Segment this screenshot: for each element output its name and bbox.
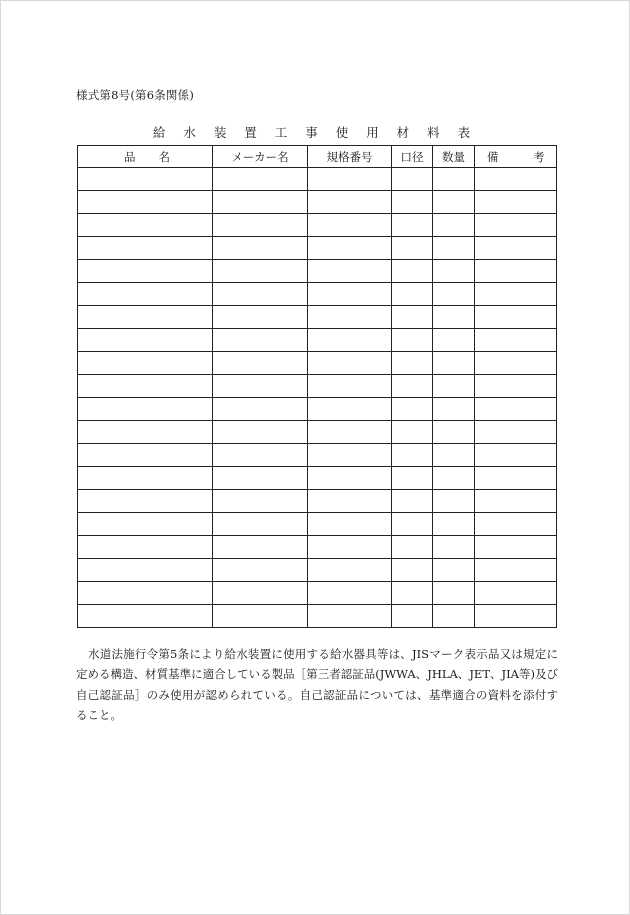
cell-standard-number[interactable]	[308, 237, 392, 260]
table-row	[78, 260, 557, 283]
cell-remarks[interactable]	[475, 490, 557, 513]
cell-diameter[interactable]	[392, 398, 433, 421]
form-number: 様式第8号(第6条関係)	[76, 88, 195, 102]
cell-standard-number[interactable]	[308, 421, 392, 444]
document-title: 給 水 装 置 工 事 使 用 材 料 表	[152, 125, 478, 140]
table-header-row	[78, 146, 557, 168]
cell-maker-name[interactable]	[213, 490, 308, 513]
cell-diameter[interactable]	[392, 421, 433, 444]
cell-item-name[interactable]	[78, 375, 213, 398]
cell-remarks[interactable]	[475, 605, 557, 628]
cell-quantity[interactable]	[433, 536, 475, 559]
cell-item-name[interactable]	[78, 536, 213, 559]
cell-item-name[interactable]	[78, 237, 213, 260]
header-standard-number: 規格番号	[308, 146, 392, 168]
cell-diameter[interactable]	[392, 168, 433, 191]
cell-remarks[interactable]	[475, 513, 557, 536]
table-row	[78, 421, 557, 444]
cell-quantity[interactable]	[433, 191, 475, 214]
cell-standard-number[interactable]	[308, 260, 392, 283]
cell-item-name[interactable]	[78, 168, 213, 191]
cell-maker-name[interactable]	[213, 582, 308, 605]
cell-diameter[interactable]	[392, 490, 433, 513]
cell-maker-name[interactable]	[213, 329, 308, 352]
cell-item-name[interactable]	[78, 444, 213, 467]
table-row	[78, 237, 557, 260]
cell-maker-name[interactable]	[213, 214, 308, 237]
cell-remarks[interactable]	[475, 559, 557, 582]
table-row	[78, 513, 557, 536]
cell-quantity[interactable]	[433, 398, 475, 421]
cell-remarks[interactable]	[475, 352, 557, 375]
header-item-name: 品 名	[78, 146, 213, 168]
table-row	[78, 352, 557, 375]
cell-quantity[interactable]	[433, 605, 475, 628]
table-row	[78, 398, 557, 421]
cell-standard-number[interactable]	[308, 214, 392, 237]
cell-quantity[interactable]	[433, 490, 475, 513]
cell-diameter[interactable]	[392, 191, 433, 214]
cell-remarks[interactable]	[475, 444, 557, 467]
cell-quantity[interactable]	[433, 444, 475, 467]
cell-quantity[interactable]	[433, 168, 475, 191]
cell-item-name[interactable]	[78, 283, 213, 306]
table-row	[78, 168, 557, 191]
table-row	[78, 375, 557, 398]
cell-remarks[interactable]	[475, 398, 557, 421]
cell-quantity[interactable]	[433, 214, 475, 237]
cell-standard-number[interactable]	[308, 467, 392, 490]
cell-maker-name[interactable]	[213, 237, 308, 260]
table-body	[78, 168, 557, 628]
table-row	[78, 329, 557, 352]
cell-quantity[interactable]	[433, 352, 475, 375]
cell-quantity[interactable]	[433, 237, 475, 260]
cell-standard-number[interactable]	[308, 375, 392, 398]
cell-diameter[interactable]	[392, 260, 433, 283]
header-diameter: 口径	[392, 146, 433, 168]
cell-quantity[interactable]	[433, 375, 475, 398]
cell-standard-number[interactable]	[308, 168, 392, 191]
table-row	[78, 467, 557, 490]
cell-quantity[interactable]	[433, 421, 475, 444]
materials-table	[77, 145, 557, 628]
cell-standard-number[interactable]	[308, 444, 392, 467]
cell-remarks[interactable]	[475, 237, 557, 260]
cell-maker-name[interactable]	[213, 513, 308, 536]
cell-diameter[interactable]	[392, 329, 433, 352]
cell-maker-name[interactable]	[213, 467, 308, 490]
note-paragraph: 水道法施行令第5条により給水装置に使用する給水器具等は、JISマーク表示品又は規定に定める構造、材質基準に適合している製品［第三者認証品(JWWA、JHLA、JET、JIA等)及び自己認証品］のみ使用が認められている。自己認証品については、基準適合の資料を添付すること。	[76, 646, 558, 722]
cell-standard-number[interactable]	[308, 559, 392, 582]
cell-standard-number[interactable]	[308, 306, 392, 329]
table-row	[78, 490, 557, 513]
cell-maker-name[interactable]	[213, 260, 308, 283]
cell-item-name[interactable]	[78, 605, 213, 628]
cell-maker-name[interactable]	[213, 421, 308, 444]
cell-quantity[interactable]	[433, 559, 475, 582]
cell-maker-name[interactable]	[213, 605, 308, 628]
cell-item-name[interactable]	[78, 490, 213, 513]
cell-item-name[interactable]	[78, 582, 213, 605]
cell-remarks[interactable]	[475, 329, 557, 352]
cell-item-name[interactable]	[78, 306, 213, 329]
cell-standard-number[interactable]	[308, 329, 392, 352]
cell-diameter[interactable]	[392, 352, 433, 375]
cell-standard-number[interactable]	[308, 191, 392, 214]
cell-maker-name[interactable]	[213, 191, 308, 214]
cell-remarks[interactable]	[475, 536, 557, 559]
cell-quantity[interactable]	[433, 306, 475, 329]
cell-diameter[interactable]	[392, 237, 433, 260]
cell-item-name[interactable]	[78, 214, 213, 237]
cell-item-name[interactable]	[78, 421, 213, 444]
cell-standard-number[interactable]	[308, 490, 392, 513]
cell-item-name[interactable]	[78, 191, 213, 214]
cell-diameter[interactable]	[392, 214, 433, 237]
cell-maker-name[interactable]	[213, 536, 308, 559]
cell-standard-number[interactable]	[308, 283, 392, 306]
cell-item-name[interactable]	[78, 352, 213, 375]
cell-maker-name[interactable]	[213, 352, 308, 375]
cell-diameter[interactable]	[392, 605, 433, 628]
cell-diameter[interactable]	[392, 536, 433, 559]
cell-item-name[interactable]	[78, 260, 213, 283]
cell-item-name[interactable]	[78, 513, 213, 536]
cell-remarks[interactable]	[475, 375, 557, 398]
cell-item-name[interactable]	[78, 329, 213, 352]
cell-diameter[interactable]	[392, 444, 433, 467]
cell-remarks[interactable]	[475, 467, 557, 490]
cell-quantity[interactable]	[433, 582, 475, 605]
cell-diameter[interactable]	[392, 283, 433, 306]
cell-diameter[interactable]	[392, 306, 433, 329]
cell-item-name[interactable]	[78, 467, 213, 490]
cell-maker-name[interactable]	[213, 168, 308, 191]
table-row	[78, 191, 557, 214]
cell-maker-name[interactable]	[213, 398, 308, 421]
table-row	[78, 582, 557, 605]
header-quantity: 数量	[433, 146, 475, 168]
table-row	[78, 306, 557, 329]
table-row	[78, 444, 557, 467]
cell-diameter[interactable]	[392, 467, 433, 490]
cell-maker-name[interactable]	[213, 306, 308, 329]
header-maker-name: メーカー名	[213, 146, 308, 168]
cell-diameter[interactable]	[392, 513, 433, 536]
cell-quantity[interactable]	[433, 283, 475, 306]
table-row	[78, 559, 557, 582]
table-row	[78, 605, 557, 628]
table-row	[78, 214, 557, 237]
cell-quantity[interactable]	[433, 467, 475, 490]
cell-remarks[interactable]	[475, 214, 557, 237]
cell-item-name[interactable]	[78, 559, 213, 582]
cell-remarks[interactable]	[475, 306, 557, 329]
cell-standard-number[interactable]	[308, 352, 392, 375]
cell-maker-name[interactable]	[213, 444, 308, 467]
cell-remarks[interactable]	[475, 168, 557, 191]
cell-quantity[interactable]	[433, 260, 475, 283]
cell-maker-name[interactable]	[213, 375, 308, 398]
cell-quantity[interactable]	[433, 329, 475, 352]
header-remarks: 備 考	[475, 146, 557, 168]
cell-standard-number[interactable]	[308, 582, 392, 605]
cell-standard-number[interactable]	[308, 536, 392, 559]
cell-standard-number[interactable]	[308, 398, 392, 421]
cell-maker-name[interactable]	[213, 559, 308, 582]
cell-standard-number[interactable]	[308, 605, 392, 628]
cell-remarks[interactable]	[475, 421, 557, 444]
cell-item-name[interactable]	[78, 398, 213, 421]
table-row	[78, 536, 557, 559]
cell-remarks[interactable]	[475, 260, 557, 283]
cell-diameter[interactable]	[392, 559, 433, 582]
cell-remarks[interactable]	[475, 191, 557, 214]
cell-remarks[interactable]	[475, 582, 557, 605]
cell-maker-name[interactable]	[213, 283, 308, 306]
cell-quantity[interactable]	[433, 513, 475, 536]
table-row	[78, 283, 557, 306]
cell-standard-number[interactable]	[308, 513, 392, 536]
cell-remarks[interactable]	[475, 283, 557, 306]
cell-diameter[interactable]	[392, 375, 433, 398]
cell-diameter[interactable]	[392, 582, 433, 605]
